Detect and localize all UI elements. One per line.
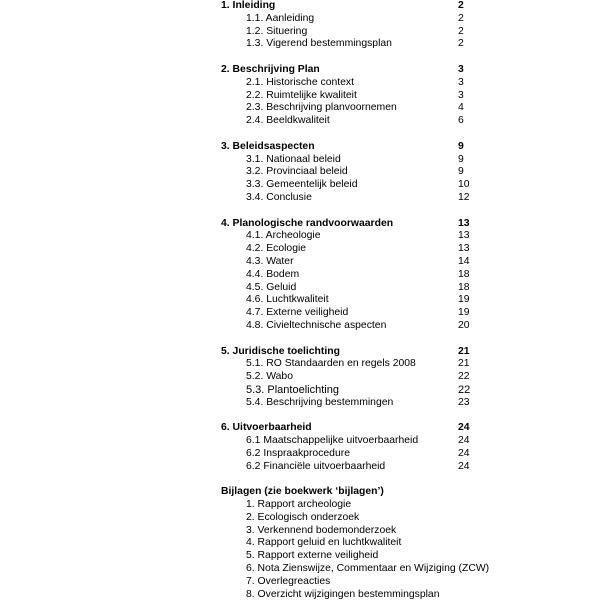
toc-entry-label: 2.1. Historische context xyxy=(246,76,354,88)
toc-entry-label: 2.3. Beschrijving planvoornemen xyxy=(246,102,397,114)
toc-entry xyxy=(221,90,476,103)
toc-entry xyxy=(221,294,476,307)
toc-entry xyxy=(221,166,476,179)
toc-section xyxy=(221,141,476,205)
toc-entry xyxy=(221,179,476,192)
toc-section xyxy=(221,346,476,410)
toc-section-heading xyxy=(221,0,476,13)
toc-entry-label: 4.6. Luchtkwaliteit xyxy=(246,294,329,306)
toc-section-page: 13 xyxy=(458,217,470,229)
section-spacer xyxy=(221,410,476,423)
section-spacer xyxy=(221,128,476,141)
toc-entry-page: 19 xyxy=(458,294,470,306)
toc-entry-label: 4.7. Externe veiligheid xyxy=(246,307,349,319)
appendix-entry: 3. Verkennend bodemonderzoek xyxy=(246,524,397,536)
toc-entry-label: 3.3. Gemeentelijk beleid xyxy=(246,179,358,191)
toc-entry xyxy=(221,243,476,256)
toc-entry-page: 24 xyxy=(458,460,470,472)
toc-entry xyxy=(221,256,476,269)
toc-entry-page: 24 xyxy=(458,435,470,447)
appendix-entry: 7. Overlegreacties xyxy=(246,575,331,587)
toc-entry-label: 5.4. Beschrijving bestemmingen xyxy=(246,396,394,408)
toc-entry-page: 2 xyxy=(458,38,464,50)
toc-section xyxy=(221,64,476,128)
toc-section-page: 24 xyxy=(458,422,470,434)
appendix-entry: 1. Rapport archeologie xyxy=(246,499,352,511)
toc-entry-label: 2.2. Ruimtelijke kwaliteit xyxy=(246,89,357,101)
toc-section xyxy=(221,218,476,333)
appendix-entry: 6. Nota Zienswijze, Commentaar en Wijziging (ZCW) xyxy=(246,563,490,575)
toc-entry-page: 23 xyxy=(458,396,470,408)
toc-entry-label: 6.2 Inspraakprocedure xyxy=(246,447,350,459)
toc-entry-page: 22 xyxy=(458,371,470,383)
toc-entry-label: 5.3. Plantoelichting xyxy=(246,383,339,396)
toc-entry xyxy=(221,230,476,243)
toc-entry xyxy=(221,371,476,384)
appendix-entry: 4. Rapport geluid en luchtkwaliteit xyxy=(246,537,402,549)
toc-section xyxy=(221,422,476,473)
section-spacer xyxy=(221,51,476,64)
toc-entry-page: 13 xyxy=(458,230,470,242)
toc-entry-label: 3.1. Nationaal beleid xyxy=(246,153,341,165)
toc-section-title: 4. Planologische randvoorwaarden xyxy=(221,217,394,229)
toc-section-heading xyxy=(221,141,476,154)
toc-entry xyxy=(221,461,476,474)
toc-entry xyxy=(221,269,476,282)
toc-section-title: 1. Inleiding xyxy=(221,0,276,11)
toc-entry-page: 10 xyxy=(458,179,470,191)
toc-entry-page: 24 xyxy=(458,447,470,459)
toc-section-page: 2 xyxy=(458,0,464,11)
toc-entry-page: 4 xyxy=(458,102,464,114)
appendix-section xyxy=(221,486,490,600)
table-of-contents xyxy=(221,0,490,600)
toc-entry xyxy=(221,102,476,115)
toc-entry-label: 1.3. Vigerend bestemmingsplan xyxy=(246,38,392,50)
toc-section-title: 2. Beschrijving Plan xyxy=(221,63,320,75)
toc-entry-label: 1.2. Situering xyxy=(246,25,308,37)
toc-entry-page: 9 xyxy=(458,166,464,178)
toc-entry-page: 3 xyxy=(458,76,464,88)
toc-entry xyxy=(221,13,476,26)
toc-section-heading xyxy=(221,218,476,231)
toc-section-heading xyxy=(221,422,476,435)
toc-entry-label: 5.2. Wabo xyxy=(246,371,293,383)
toc-entry-label: 4.8. Civieltechnische aspecten xyxy=(246,319,387,331)
toc-entry-page: 18 xyxy=(458,268,470,280)
toc-entry xyxy=(221,26,476,39)
toc-entry-label: 3.4. Conclusie xyxy=(246,191,312,203)
toc-entry-page: 13 xyxy=(458,243,470,255)
toc-entry-page: 12 xyxy=(458,191,470,203)
toc-entry-label: 6.2 Financiële uitvoerbaarheid xyxy=(246,460,386,472)
toc-entry xyxy=(221,320,476,333)
toc-entry-label: 4.1. Archeologie xyxy=(246,230,321,242)
appendix-entry: 5. Rapport externe veiligheid xyxy=(246,550,379,562)
toc-entry-label: 4.3. Water xyxy=(246,255,294,267)
toc-entry xyxy=(221,77,476,90)
appendix-heading: Bijlagen (zie boekwerk ‘bijlagen’) xyxy=(221,486,384,498)
toc-entry-page: 2 xyxy=(458,12,464,24)
toc-entry xyxy=(221,435,476,448)
section-spacer xyxy=(221,473,476,486)
toc-entry-page: 18 xyxy=(458,281,470,293)
toc-entry xyxy=(221,192,476,205)
toc-section-page: 9 xyxy=(458,140,464,152)
toc-section-title: 5. Juridische toelichting xyxy=(221,345,340,357)
toc-entry xyxy=(221,154,476,167)
toc-section-heading xyxy=(221,346,476,359)
toc-entry-page: 9 xyxy=(458,153,464,165)
toc-section xyxy=(221,0,476,51)
toc-entry-label: 6.1 Maatschappelijke uitvoerbaarheid xyxy=(246,435,419,447)
toc-entry-label: 3.2. Provinciaal beleid xyxy=(246,166,348,178)
toc-entry xyxy=(221,358,476,371)
toc-entry-page: 14 xyxy=(458,255,470,267)
toc-entry-label: 1.1. Aanleiding xyxy=(246,12,315,24)
toc-entry-page: 2 xyxy=(458,25,464,37)
toc-entry xyxy=(221,282,476,295)
toc-entry-label: 4.2. Ecologie xyxy=(246,243,307,255)
toc-entry xyxy=(221,38,476,51)
toc-entry-page: 19 xyxy=(458,307,470,319)
toc-section-title: 6. Uitvoerbaarheid xyxy=(221,422,312,434)
toc-entry xyxy=(221,115,476,128)
toc-entry-label: 4.4. Bodem xyxy=(246,268,300,280)
section-spacer xyxy=(221,333,476,346)
toc-entry-label: 4.5. Geluid xyxy=(246,281,297,293)
toc-entry-page: 22 xyxy=(458,383,471,396)
toc-entry-label: 2.4. Beeldkwaliteit xyxy=(246,115,330,127)
toc-entry-page: 20 xyxy=(458,319,470,331)
toc-section-page: 21 xyxy=(458,345,470,357)
toc-entry-page: 21 xyxy=(458,358,470,370)
toc-entry xyxy=(221,448,476,461)
appendix-entry: 2. Ecologisch onderzoek xyxy=(246,511,360,523)
toc-section-title: 3. Beleidsaspecten xyxy=(221,140,315,152)
toc-section-page: 3 xyxy=(458,63,464,75)
toc-entry xyxy=(221,397,476,410)
toc-entry-page: 6 xyxy=(458,115,464,127)
toc-entry-page: 3 xyxy=(458,89,464,101)
toc-entry-label: 5.1. RO Standaarden en regels 2008 xyxy=(246,358,416,370)
appendix-entry: 8. Overzicht wijzigingen bestemmingsplan xyxy=(246,588,440,600)
toc-entry xyxy=(221,307,476,320)
toc-section-heading xyxy=(221,64,476,77)
toc-entry xyxy=(221,384,476,397)
section-spacer xyxy=(221,205,476,218)
